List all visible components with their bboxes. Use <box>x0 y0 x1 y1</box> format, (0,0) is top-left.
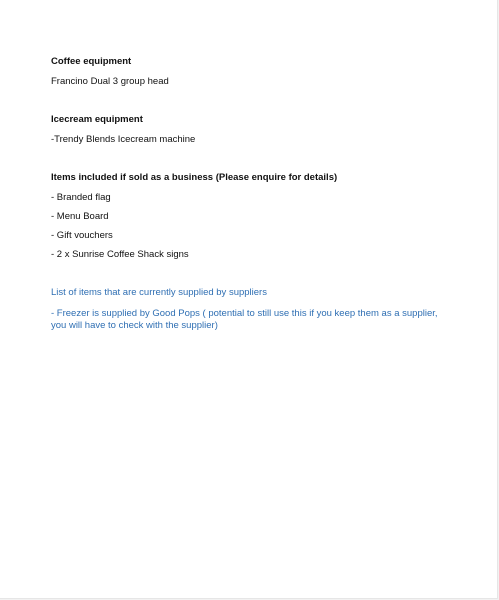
supplier-note-body: - Freezer is supplied by Good Pops ( potential to still use this if you keep them as a supplier, you will have to check with the supplier) <box>51 308 438 331</box>
supplier-note <box>51 287 451 332</box>
equipment-item: Francino Dual 3 group head <box>51 76 169 87</box>
list-item: - Menu Board <box>51 211 109 222</box>
list-item: - Gift vouchers <box>51 230 113 241</box>
section-heading: Items included if sold as a business (Please enquire for details) <box>51 172 338 183</box>
equipment-item: -Trendy Blends Icecream machine <box>51 134 196 145</box>
section-coffee-equipment <box>51 56 451 88</box>
section-heading: Icecream equipment <box>51 114 143 125</box>
section-business-items <box>51 172 451 261</box>
section-heading: Coffee equipment <box>51 56 132 67</box>
list-item: - 2 x Sunrise Coffee Shack signs <box>51 249 189 260</box>
supplier-note-title: List of items that are currently supplied by suppliers <box>51 287 267 298</box>
section-icecream-equipment <box>51 114 451 146</box>
list-item: - Branded flag <box>51 192 111 203</box>
document-content <box>51 56 451 332</box>
